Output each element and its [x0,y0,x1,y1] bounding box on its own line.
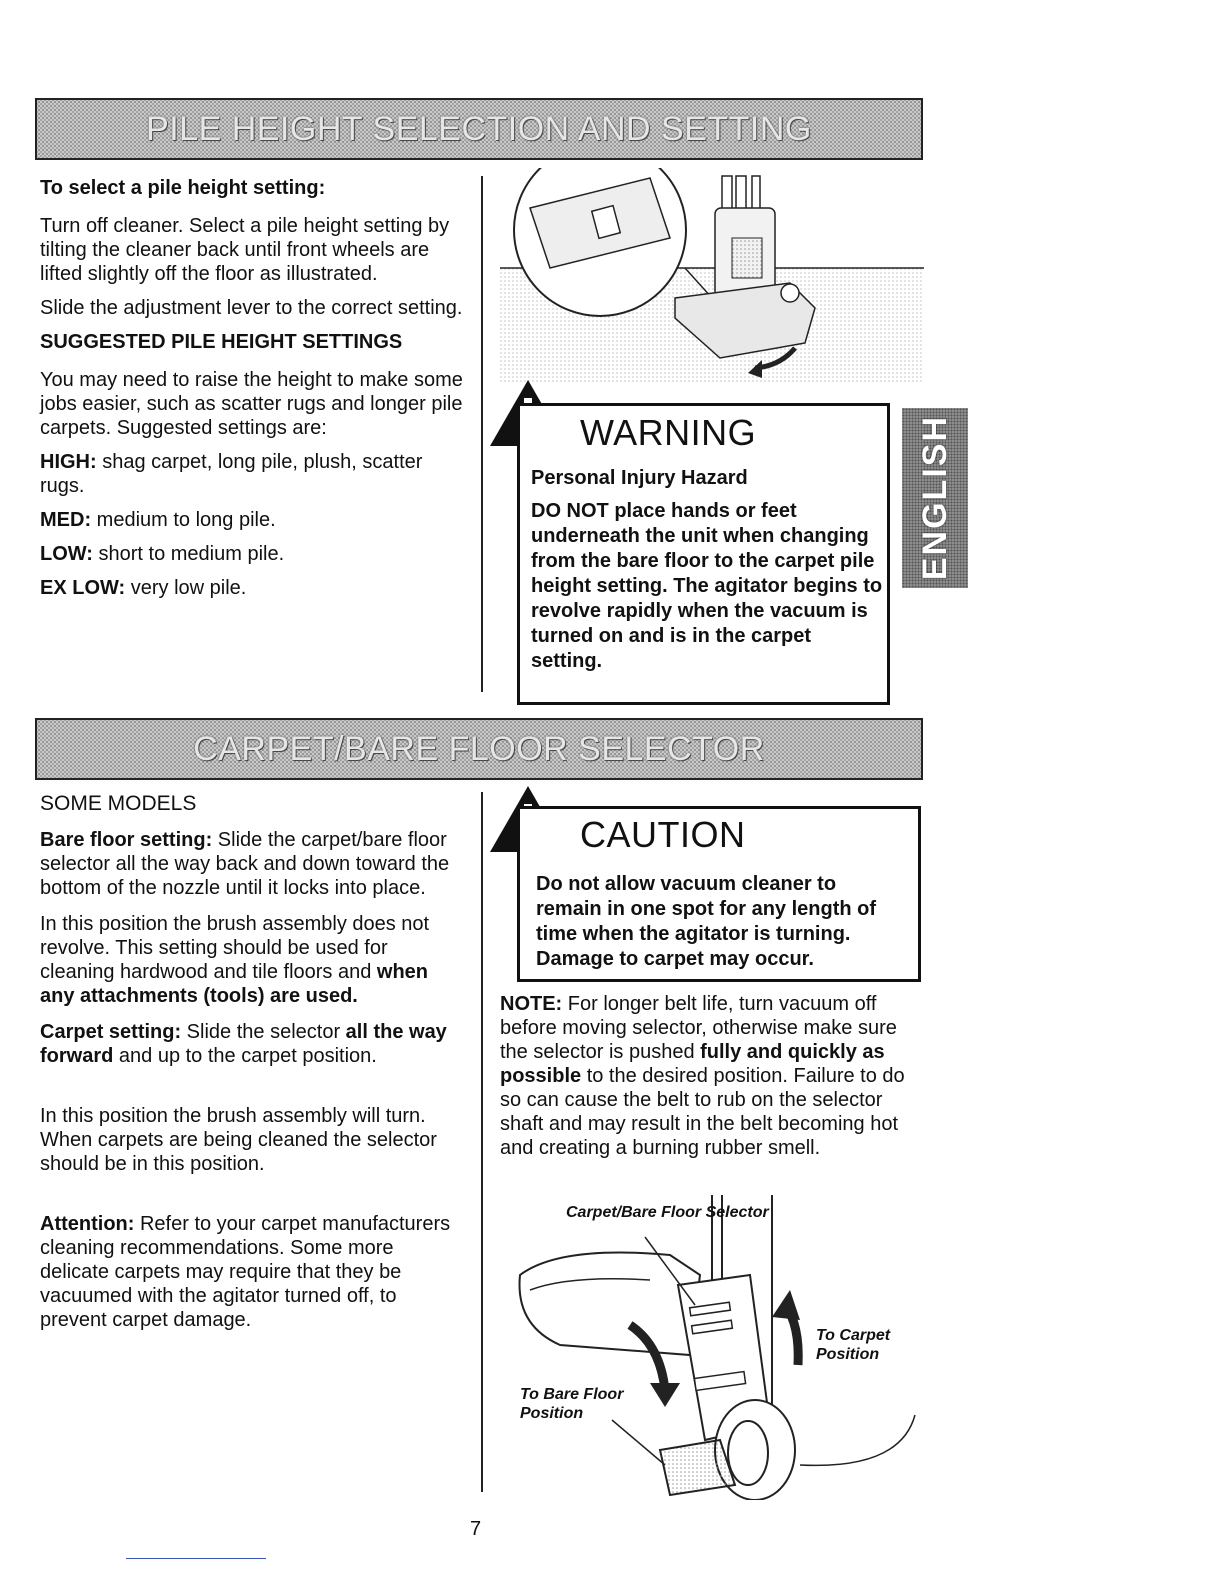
paragraph: In this position the brush assembly will turn. When carpets are being cleaned the selector should be in this position. [40,1105,437,1175]
column-divider [481,176,483,692]
footer-rule [126,1558,266,1559]
language-tab [902,408,968,588]
setting-text: short to medium pile. [92,543,285,565]
setting-item [40,542,465,566]
setting-label: LOW: [40,543,93,565]
note-label: NOTE: [500,993,563,1015]
note-paragraph [500,992,920,1160]
caution-body: Do not allow vacuum cleaner to remain in one spot for any length of time when the agitator is turning. Damage to carpet may occur. [536,873,877,970]
bare-floor-text: Slide the carpet/bare floor selector all the way back and down toward the bottom of the nozzle until it locks into place. [40,829,450,899]
warning-body [531,466,883,674]
section-banner-pile-height [35,98,923,160]
subheading: SUGGESTED PILE HEIGHT SETTINGS [40,331,403,353]
attention-text: Refer to your carpet manufacturers cleaning recommendations. Some more delicate carpets may require that they be vacuumed with the agitator turned off, to prevent carpet damage. [40,1213,451,1331]
models-label: SOME MODELS [40,792,197,815]
setting-item [40,508,465,532]
section-banner-carpet-selector [35,718,923,780]
setting-label: MED: [40,509,92,531]
setting-label: EX LOW: [40,577,126,599]
paragraph [40,912,465,1008]
note-text: For longer belt life, turn vacuum off before moving selector, otherwise make sure the selector is pushed [500,993,897,1063]
paragraph: Slide the adjustment lever to the correct setting. [40,297,463,319]
setting-label: HIGH: [40,451,97,473]
setting-text: medium to long pile. [91,509,276,531]
setting-text: very low pile. [125,577,247,599]
warning-subtitle: Personal Injury Hazard [531,467,748,489]
paragraph-text: In this position the brush assembly does not revolve. This setting should be used for cleaning hardwood and tile floors and [40,913,430,983]
page-number: 7 [470,1518,482,1540]
setting-item [40,450,465,498]
warning-text: DO NOT place hands or feet underneath the unit when changing from the bare floor to the carpet pile height setting. The agitator begins to revolve rapidly when the vacuum is turned on and is in the carpet setting. [531,500,883,672]
pile-height-instructions [40,176,465,610]
column-divider [481,792,483,1492]
vacuum-tilt-illustration [500,168,924,383]
setting-text: shag carpet, long pile, plush, scatter rugs. [40,451,423,497]
attention-label: Attention: [40,1213,135,1235]
note-text: to the desired position. Failure to do so can cause the belt to rub on the selector shaft and may result in the belt becoming hot and creating a burning rubber smell. [500,1065,905,1159]
paragraph-bold: all the way forward [40,1021,447,1067]
paragraph-bold: when any attachments (tools) are used. [40,961,429,1007]
subheading: To select a pile height setting: [40,177,326,199]
to-carpet-label: To Carpet Position [816,1327,891,1363]
setting-item [40,576,465,600]
banner-title: CARPET/BARE FLOOR SELECTOR [193,729,765,768]
selector-label: Carpet/Bare Floor Selector [566,1204,769,1221]
paragraph-text: Slide the selector [181,1021,346,1043]
carpet-setting-paragraph [40,1020,465,1068]
bare-floor-label: Bare floor setting: [40,829,213,851]
carpet-setting-label: Carpet setting: [40,1021,182,1043]
paragraph: You may need to raise the height to make some jobs easier, such as scatter rugs and longer pile carpets. Suggested settings are: [40,369,463,439]
carpet-selector-instructions [40,792,465,1342]
paragraph: Turn off cleaner. Select a pile height setting by tilting the cleaner back until front wheels are lifted slightly off the floor as illustrated. [40,215,450,285]
warning-title: WARNING [580,412,757,453]
banner-title: PILE HEIGHT SELECTION AND SETTING [146,109,812,148]
bare-floor-paragraph [40,828,465,900]
note-bold: fully and quickly as possible [500,1041,885,1087]
language-tab-label: ENGLISH [915,415,954,581]
attention-paragraph [40,1212,465,1332]
caution-title: CAUTION [580,814,746,855]
to-bare-floor-label: To Bare Floor Position [520,1386,624,1422]
paragraph-text: and up to the carpet position. [113,1045,377,1067]
